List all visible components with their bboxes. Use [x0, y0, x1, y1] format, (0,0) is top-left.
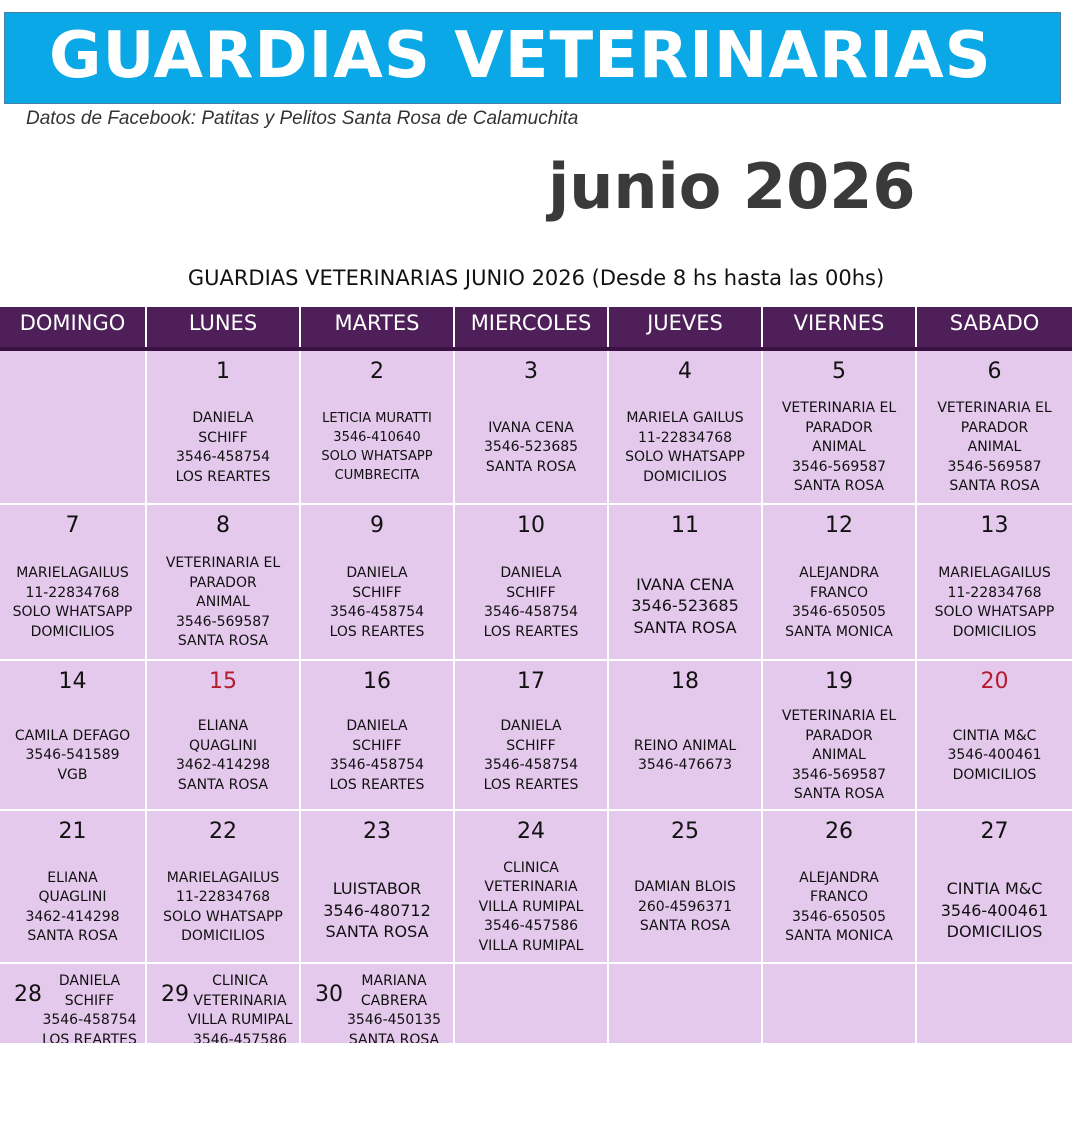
- guard-info-line: 3546-569587: [947, 458, 1042, 475]
- day-cell-10: [455, 505, 609, 661]
- guard-info: [181, 972, 299, 1045]
- day-number: 20: [980, 669, 1009, 694]
- weekday-jueves: JUEVES: [609, 307, 763, 351]
- guard-info: [0, 564, 145, 642]
- guard-info-line: 3546-410640: [333, 430, 421, 445]
- title-banner: [4, 12, 1061, 104]
- page-title: GUARDIAS VETERINARIAS: [49, 19, 992, 93]
- guard-info: [147, 869, 299, 947]
- guard-info-line: SANTA ROSA: [27, 928, 118, 944]
- guard-info: [763, 707, 915, 805]
- guard-info-line: SCHIFF: [64, 992, 115, 1009]
- guard-info-line: FRANCO: [809, 889, 869, 905]
- day-cell-5: [763, 351, 917, 505]
- guard-info-line: SOLO WHATSAPP: [321, 449, 433, 464]
- guard-info: [917, 399, 1072, 497]
- guard-info-line: SANTA ROSA: [793, 786, 885, 803]
- guard-info: [0, 869, 145, 947]
- guard-info-line: 3546-569587: [791, 766, 887, 783]
- guard-info: [335, 972, 453, 1045]
- day-number: 18: [671, 669, 699, 694]
- guard-info-line: SANTA ROSA: [177, 633, 269, 650]
- day-number: 14: [58, 669, 87, 694]
- guard-info-line: SANTA ROSA: [485, 458, 577, 475]
- guard-info-line: LOS REARTES: [483, 623, 579, 640]
- day-cell-15: [147, 661, 301, 811]
- day-cell-9: [301, 505, 455, 661]
- weekday-lunes: LUNES: [147, 307, 301, 351]
- guard-info-line: VETERINARIA EL: [781, 708, 897, 725]
- day-cell-17: [455, 661, 609, 811]
- guard-info: [609, 574, 761, 639]
- day-number: 29: [161, 982, 189, 1007]
- day-number: 4: [678, 359, 692, 384]
- guard-info-line: MARIELAGAILUS: [938, 565, 1051, 581]
- day-number: 24: [517, 819, 545, 844]
- guard-info-line: 3546-400461: [940, 900, 1049, 920]
- guard-info-line: ELIANA: [197, 718, 249, 734]
- guard-info: [455, 717, 607, 795]
- guard-info: [609, 737, 761, 776]
- guard-info-line: SCHIFF: [198, 429, 248, 446]
- empty-day-cell: [917, 964, 1072, 1045]
- day-number: 7: [65, 513, 80, 538]
- guard-info-line: 3546-457586: [483, 918, 579, 935]
- guard-info-line: DANIELA: [192, 410, 254, 426]
- weekday-miercoles: MIERCOLES: [455, 307, 609, 351]
- guard-info-line: 3462-414298: [175, 757, 271, 773]
- guard-info-line: 3546-400461: [947, 747, 1042, 764]
- guard-info-line: VILLA RUMIPAL: [478, 898, 584, 915]
- guard-info: [609, 878, 761, 937]
- day-cell-6: [917, 351, 1072, 505]
- guard-info-line: VETERINARIA EL: [165, 555, 281, 572]
- guard-info-line: 11-22834768: [175, 889, 271, 905]
- day-number: 5: [832, 359, 846, 384]
- guard-info-line: SANTA ROSA: [949, 478, 1040, 495]
- guard-info-line: 3546-650505: [791, 908, 887, 925]
- day-number: 8: [216, 513, 230, 538]
- guard-info-line: CINTIA M&C: [946, 879, 1043, 899]
- guard-info: [763, 564, 915, 642]
- guard-info-line: LOS REARTES: [483, 776, 579, 793]
- guard-info-line: PARADOR: [805, 419, 873, 436]
- guard-info-line: VILLA RUMIPAL: [478, 937, 584, 954]
- guard-info-line: DOMICILIOS: [643, 468, 727, 485]
- guard-info-line: REINO ANIMAL: [633, 737, 737, 754]
- day-number: 1: [216, 359, 230, 384]
- day-cell-8: [147, 505, 301, 661]
- day-cell-16: [301, 661, 455, 811]
- guard-info-line: SOLO WHATSAPP: [625, 449, 745, 465]
- weekday-domingo: DOMINGO: [0, 307, 147, 351]
- day-cell-18: [609, 661, 763, 811]
- guard-info-line: FRANCO: [809, 584, 869, 601]
- guard-info-line: ANIMAL: [812, 439, 866, 456]
- day-cell-29: [147, 964, 301, 1045]
- guard-info-line: SANTA MONICA: [785, 928, 893, 944]
- guard-info-line: SANTA ROSA: [177, 776, 269, 793]
- guard-info-line: VETERINARIA: [193, 992, 287, 1009]
- guard-info-line: DANIELA: [346, 718, 408, 734]
- source-note: Datos de Facebook: Patitas y Pelitos Santa Rosa de Calamuchita: [26, 108, 579, 129]
- day-cell-13: [917, 505, 1072, 661]
- day-cell-21: [0, 811, 147, 964]
- guard-info-line: DOMICILIOS: [952, 766, 1037, 783]
- guard-info-line: MARIELA GAILUS: [626, 410, 744, 426]
- guard-info-line: 11-22834768: [637, 429, 733, 446]
- day-cell-4: [609, 351, 763, 505]
- guard-info-line: 11-22834768: [947, 584, 1042, 601]
- guard-info-line: 3546-450135: [346, 1012, 442, 1028]
- day-number: 10: [517, 513, 545, 538]
- day-cell-26: [763, 811, 917, 964]
- guard-info-line: SOLO WHATSAPP: [934, 604, 1055, 620]
- guard-info-line: MARIELAGAILUS: [166, 869, 280, 886]
- guard-info: [455, 859, 607, 957]
- guard-info: [147, 554, 299, 652]
- day-cell-11: [609, 505, 763, 661]
- month-heading: junio 2026: [548, 150, 916, 223]
- day-number: 6: [987, 359, 1002, 384]
- guard-info-line: 3546-458754: [42, 1012, 137, 1028]
- guard-info-line: SOLO WHATSAPP: [163, 908, 283, 925]
- day-cell-1: [147, 351, 301, 505]
- day-number: 19: [825, 669, 853, 694]
- day-cell-27: [917, 811, 1072, 964]
- guard-info: [147, 409, 299, 487]
- guard-info: [609, 409, 761, 487]
- day-number: 26: [825, 819, 853, 844]
- guard-info-line: 3546-457586: [192, 1031, 288, 1045]
- guard-info-line: MARIELAGAILUS: [16, 565, 129, 581]
- guard-info: [455, 419, 607, 478]
- day-number: 22: [209, 819, 237, 844]
- day-cell-20: [917, 661, 1072, 811]
- guard-info-line: LETICIA MURATTI: [322, 411, 432, 426]
- day-number: 21: [58, 819, 87, 844]
- day-number: 13: [980, 513, 1009, 538]
- day-number: 16: [363, 669, 391, 694]
- guard-info-line: CLINICA: [212, 973, 268, 989]
- guard-info-line: SCHIFF: [506, 584, 556, 601]
- day-number: 17: [517, 669, 545, 694]
- guard-info-line: 3462-414298: [25, 908, 120, 925]
- guard-info-line: QUAGLINI: [189, 737, 257, 754]
- guard-info-line: DANIELA: [500, 718, 562, 734]
- guard-info-line: VILLA RUMIPAL: [187, 1012, 293, 1028]
- guard-info-line: DANIELA: [500, 565, 562, 581]
- empty-day-cell: [455, 964, 609, 1045]
- guard-info-line: 3546-541589: [25, 747, 120, 764]
- guard-info-line: LOS REARTES: [42, 1031, 137, 1045]
- day-number: 23: [363, 819, 391, 844]
- guard-info-line: SANTA ROSA: [639, 918, 731, 935]
- guard-info: [301, 564, 453, 642]
- day-cell-3: [455, 351, 609, 505]
- guard-info-line: IVANA CENA: [488, 419, 574, 436]
- guard-info-line: 3546-480712: [323, 900, 431, 920]
- guard-info: [763, 869, 915, 947]
- day-number: 27: [980, 819, 1009, 844]
- guard-info-line: LUISTABOR: [332, 879, 422, 899]
- guard-info: [455, 564, 607, 642]
- guard-info: [917, 727, 1072, 786]
- guard-info-line: VETERINARIA EL: [937, 400, 1052, 417]
- guard-info: [301, 409, 453, 485]
- day-cell-22: [147, 811, 301, 964]
- day-cell-19: [763, 661, 917, 811]
- guard-info-line: ANIMAL: [967, 439, 1022, 456]
- guard-info-line: SCHIFF: [352, 737, 402, 754]
- guard-info-line: SOLO WHATSAPP: [12, 604, 133, 620]
- day-cell-14: [0, 661, 147, 811]
- weekday-viernes: VIERNES: [763, 307, 917, 351]
- guard-info-line: 3546-458754: [483, 604, 579, 620]
- guard-info-line: QUAGLINI: [38, 889, 107, 905]
- day-number: 25: [671, 819, 699, 844]
- guard-info: [301, 717, 453, 795]
- guard-info-line: ANIMAL: [196, 594, 250, 611]
- empty-day-cell: [609, 964, 763, 1045]
- calendar-subtitle: GUARDIAS VETERINARIAS JUNIO 2026 (Desde 8 hs hasta las 00hs): [187, 266, 885, 290]
- guard-info-line: VETERINARIA: [484, 879, 578, 896]
- guard-info: [301, 878, 453, 943]
- day-number: 30: [315, 982, 343, 1007]
- day-cell-25: [609, 811, 763, 964]
- guard-info-line: SANTA ROSA: [633, 617, 737, 637]
- guard-info-line: MARIANA: [361, 973, 427, 989]
- guard-info-line: 11-22834768: [25, 584, 120, 601]
- guard-info-line: SCHIFF: [506, 737, 556, 754]
- guard-info: [34, 972, 145, 1045]
- guard-info-line: 3546-523685: [631, 596, 739, 616]
- guard-info-line: ALEJANDRA: [799, 565, 879, 581]
- guard-info: [917, 564, 1072, 642]
- guard-info-line: ALEJANDRA: [799, 869, 879, 886]
- guard-info-line: LOS REARTES: [329, 623, 425, 640]
- guard-info-line: ELIANA: [47, 869, 98, 886]
- guard-info-line: SANTA ROSA: [793, 478, 885, 495]
- guard-info-line: CINTIA M&C: [952, 727, 1037, 744]
- guard-info-line: LOS REARTES: [329, 776, 425, 793]
- guard-info-line: DANIELA: [58, 973, 121, 989]
- calendar-grid: [0, 307, 1072, 1045]
- weekday-header-row: [0, 307, 1072, 351]
- guard-info-line: CAMILA DEFAGO: [14, 727, 131, 744]
- guard-info-line: 3546-458754: [329, 757, 425, 773]
- guard-info-line: DOMICILIOS: [946, 922, 1043, 942]
- day-number: 9: [370, 513, 384, 538]
- guard-info-line: PARADOR: [960, 419, 1029, 436]
- guard-info: [917, 878, 1072, 943]
- guard-info-line: IVANA CENA: [636, 574, 734, 594]
- guard-info-line: 3546-569587: [791, 458, 887, 475]
- guard-info-line: SANTA ROSA: [325, 922, 429, 942]
- day-number: 3: [524, 359, 538, 384]
- guard-info-line: 3546-523685: [483, 439, 579, 456]
- day-number: 12: [825, 513, 853, 538]
- guard-info-line: 3546-458754: [483, 757, 579, 773]
- weekday-sabado: SABADO: [949, 311, 1040, 335]
- day-number: 2: [370, 359, 384, 384]
- guard-info-line: SANTA ROSA: [348, 1031, 440, 1045]
- guard-info-line: 3546-458754: [175, 449, 271, 465]
- weekday-martes: MARTES: [301, 307, 455, 351]
- guard-info-line: VETERINARIA EL: [781, 400, 897, 417]
- guard-info-line: 3546-569587: [175, 613, 271, 630]
- day-number: 15: [209, 669, 237, 694]
- guard-info-line: 3546-458754: [329, 604, 425, 620]
- guard-info-line: DOMICILIOS: [30, 623, 115, 640]
- guard-info-line: PARADOR: [189, 574, 257, 591]
- day-cell-2: [301, 351, 455, 505]
- guard-info-line: CLINICA: [503, 859, 559, 876]
- guard-info-line: 3546-476673: [637, 757, 733, 773]
- guard-info-line: LOS REARTES: [175, 468, 271, 485]
- day-cell-28: [0, 964, 147, 1045]
- guard-info-line: ANIMAL: [812, 747, 866, 764]
- guard-info-line: PARADOR: [805, 727, 873, 744]
- day-cell-23: [301, 811, 455, 964]
- guard-info-line: DOMICILIOS: [952, 623, 1037, 640]
- guard-info-line: VGB: [57, 766, 88, 783]
- day-cell-30: [301, 964, 455, 1045]
- guard-info-line: CABRERA: [360, 992, 428, 1009]
- guard-info-line: SANTA MONICA: [785, 623, 893, 640]
- guard-info-line: DOMICILIOS: [181, 928, 265, 944]
- empty-day-cell: [0, 351, 147, 505]
- guard-info-line: 260-4596371: [637, 898, 733, 915]
- guard-info: [763, 399, 915, 497]
- guard-info-line: SCHIFF: [352, 584, 402, 601]
- day-number: 28: [14, 982, 42, 1007]
- guard-info-line: 3546-650505: [791, 604, 887, 620]
- empty-day-cell: [763, 964, 917, 1045]
- day-cell-12: [763, 505, 917, 661]
- day-number: 11: [671, 513, 699, 538]
- day-cell-24: [455, 811, 609, 964]
- guard-info-line: DAMIAN BLOIS: [634, 879, 736, 896]
- guard-info: [147, 717, 299, 795]
- day-cell-7: [0, 505, 147, 661]
- guard-info: [0, 727, 145, 786]
- guard-info-line: CUMBRECITA: [334, 468, 420, 483]
- guard-info-line: DANIELA: [346, 565, 408, 581]
